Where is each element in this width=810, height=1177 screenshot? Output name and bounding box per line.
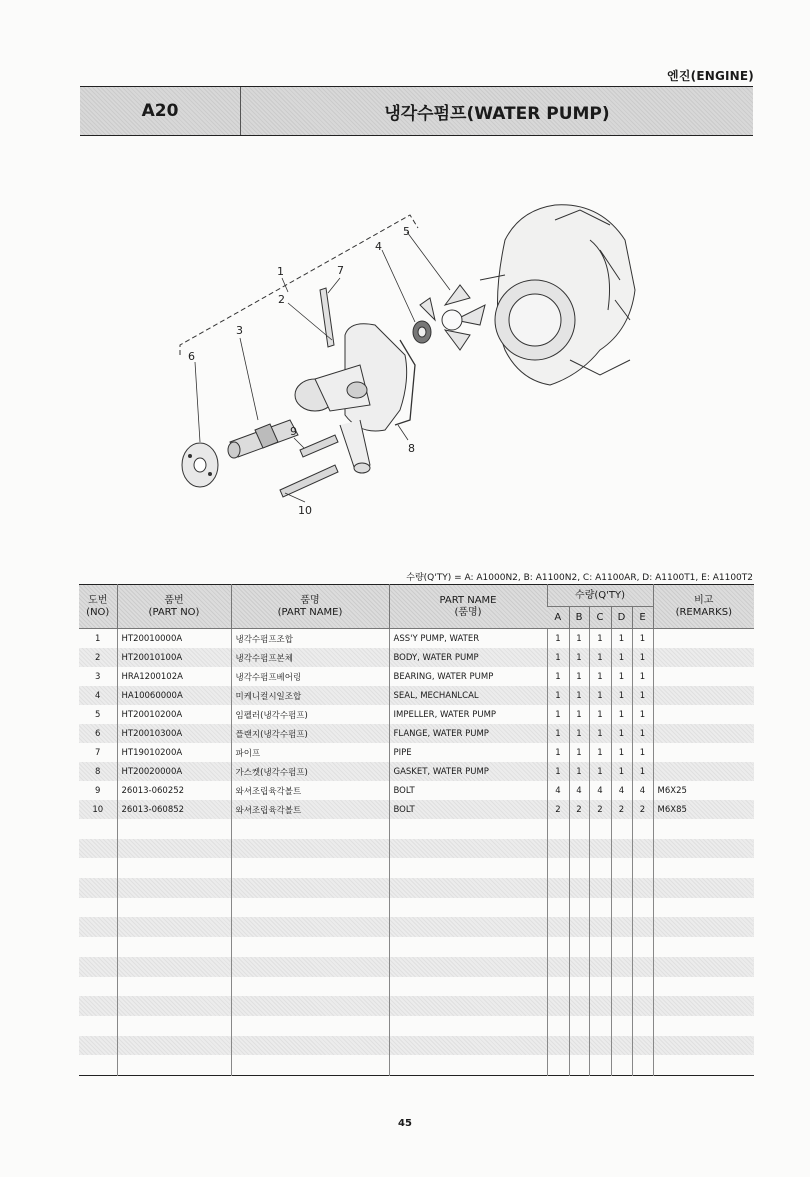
table-row — [79, 781, 754, 800]
empty-row — [79, 1055, 754, 1075]
cell-qty-d: 1 — [611, 648, 632, 667]
cell-name-ko: 냉각수펌프조합 — [231, 629, 389, 649]
cell-qty-c: 2 — [589, 800, 611, 819]
cell-qty-b: 1 — [569, 705, 589, 724]
cell-qty-a: 1 — [547, 705, 569, 724]
cell-name-ko: 파이프 — [231, 743, 389, 762]
table-row — [79, 705, 754, 724]
cell-no: 2 — [79, 648, 117, 667]
header-part-name-en-text: PART NAME (품명) — [439, 594, 497, 618]
callout-4: 4 — [375, 240, 382, 253]
cell-name-en: SEAL, MECHANLCAL — [389, 686, 547, 705]
cell-name-en: FLANGE, WATER PUMP — [389, 724, 547, 743]
cell-no: 6 — [79, 724, 117, 743]
cell-remarks — [653, 667, 754, 686]
cell-qty-b: 1 — [569, 743, 589, 762]
callout-1: 1 — [277, 265, 284, 278]
cell-qty-d: 2 — [611, 800, 632, 819]
empty-row — [79, 957, 754, 977]
cell-qty-a: 4 — [547, 781, 569, 800]
cell-part-no: HT20010200A — [117, 705, 231, 724]
cell-qty-d: 1 — [611, 705, 632, 724]
cell-qty-a: 1 — [547, 743, 569, 762]
empty-row — [79, 1036, 754, 1056]
empty-row — [79, 898, 754, 918]
pipe — [320, 288, 334, 347]
cell-qty-d: 1 — [611, 667, 632, 686]
cell-qty-e: 2 — [632, 800, 653, 819]
header-part-name-ko — [231, 585, 389, 629]
section-code: A20 — [80, 87, 241, 135]
cell-qty-b: 1 — [569, 724, 589, 743]
title-bar — [80, 86, 753, 136]
cell-qty-d: 1 — [611, 686, 632, 705]
callout-9: 9 — [290, 425, 297, 438]
table-row — [79, 724, 754, 743]
cell-qty-e: 1 — [632, 648, 653, 667]
header-part-no — [117, 585, 231, 629]
cell-name-ko: 와셔조립육각볼트 — [231, 800, 389, 819]
cell-qty-a: 1 — [547, 724, 569, 743]
cell-qty-c: 1 — [589, 762, 611, 781]
cell-qty-a: 1 — [547, 629, 569, 649]
empty-row — [79, 878, 754, 898]
cell-remarks — [653, 686, 754, 705]
cell-name-ko: 플랜지(냉각수펌프) — [231, 724, 389, 743]
cell-name-ko: 임펠러(냉각수펌프) — [231, 705, 389, 724]
empty-row — [79, 996, 754, 1016]
cell-name-en: BOLT — [389, 781, 547, 800]
header-qty: 수량(Q'TY) — [547, 585, 653, 607]
cell-qty-a: 2 — [547, 800, 569, 819]
exploded-parts-diagram — [160, 180, 680, 540]
empty-row — [79, 917, 754, 937]
flange — [182, 443, 218, 487]
header-qty-c: C — [589, 607, 611, 629]
header-no — [79, 585, 117, 629]
cell-qty-e: 1 — [632, 743, 653, 762]
header-qty-e: E — [632, 607, 653, 629]
cell-no: 10 — [79, 800, 117, 819]
cell-no: 5 — [95, 709, 101, 720]
cell-part-no: 26013-060252 — [117, 781, 231, 800]
cell-no: 7 — [95, 747, 101, 758]
header-qty-b: B — [569, 607, 589, 629]
cell-qty-a: 1 — [547, 762, 569, 781]
bearing-shaft — [228, 420, 298, 458]
cell-remarks — [653, 724, 754, 743]
callout-3: 3 — [236, 324, 243, 337]
qty-legend: 수량(Q'TY) = A: A1000N2, B: A1100N2, C: A1100AR, D: A1100T1, E: A1100T2 — [406, 573, 753, 583]
cell-qty-e: 4 — [632, 781, 653, 800]
cell-name-en: PIPE — [389, 743, 547, 762]
cell-qty-b: 1 — [569, 667, 589, 686]
cell-remarks — [653, 762, 754, 781]
cell-qty-e: 1 — [632, 762, 653, 781]
callout-2: 2 — [278, 293, 285, 306]
cell-qty-c: 1 — [589, 686, 611, 705]
cell-name-ko: 가스켓(냉각수펌프) — [231, 762, 389, 781]
cell-qty-c: 1 — [589, 724, 611, 743]
cell-qty-e: 1 — [632, 667, 653, 686]
cell-name-en: IMPELLER, WATER PUMP — [389, 705, 547, 724]
callout-6: 6 — [188, 350, 195, 363]
mechanical-seal — [413, 321, 431, 343]
cell-part-no: HT20020000A — [117, 762, 231, 781]
cell-name-ko: 미케니컬시일조합 — [231, 686, 389, 705]
cell-no: 4 — [79, 686, 117, 705]
page-number: 45 — [398, 1118, 412, 1129]
cell-no: 3 — [95, 671, 101, 682]
cell-remarks: M6X25 — [653, 781, 754, 800]
cell-name-en: BOLT — [389, 800, 547, 819]
cell-qty-c: 1 — [589, 629, 611, 649]
cell-part-no: HT20010000A — [117, 629, 231, 649]
table-row — [79, 800, 754, 819]
cell-name-ko: 냉각수펌프본체 — [231, 648, 389, 667]
callout-10: 10 — [298, 504, 312, 517]
cell-name-ko: 냉각수펌프베어링 — [231, 667, 389, 686]
empty-row — [79, 858, 754, 878]
table-row — [79, 743, 754, 762]
cell-name-en: BEARING, WATER PUMP — [389, 667, 547, 686]
bolt-short — [300, 435, 338, 457]
empty-row — [79, 977, 754, 997]
cell-part-no: HT20010300A — [117, 724, 231, 743]
callout-7: 7 — [337, 264, 344, 277]
header-part-no-text: 품번 (PART NO) — [148, 594, 200, 618]
cell-qty-e: 1 — [632, 705, 653, 724]
cell-no: 1 — [95, 633, 101, 644]
cell-qty-b: 1 — [569, 648, 589, 667]
cell-qty-b: 4 — [569, 781, 589, 800]
cell-remarks — [653, 705, 754, 724]
cell-part-no: HA10060000A — [117, 686, 231, 705]
cell-remarks: M6X85 — [653, 800, 754, 819]
empty-row — [79, 819, 754, 839]
cell-remarks — [653, 743, 754, 762]
table-row — [79, 667, 754, 686]
cell-qty-d: 1 — [611, 762, 632, 781]
cell-qty-d: 1 — [611, 629, 632, 649]
cell-qty-b: 1 — [569, 629, 589, 649]
cell-part-no: 26013-060852 — [117, 800, 231, 819]
header-qty-a: A — [547, 607, 569, 629]
cell-qty-c: 1 — [589, 705, 611, 724]
cell-part-no: HT20010100A — [117, 648, 231, 667]
header-remarks-text: 비고 (REMARKS) — [675, 594, 732, 618]
parts-table — [79, 584, 754, 1076]
cell-qty-c: 1 — [589, 648, 611, 667]
cell-name-en: BODY, WATER PUMP — [389, 648, 547, 667]
cell-no: 8 — [79, 762, 117, 781]
cell-name-ko: 와셔조립육각볼트 — [231, 781, 389, 800]
cell-part-no: HT19010200A — [117, 743, 231, 762]
cell-qty-a: 1 — [547, 667, 569, 686]
cell-remarks — [653, 629, 754, 649]
empty-row — [79, 1016, 754, 1036]
cell-qty-e: 1 — [632, 724, 653, 743]
cell-qty-a: 1 — [547, 686, 569, 705]
empty-row — [79, 839, 754, 859]
header-remarks — [653, 585, 754, 629]
empty-row — [79, 937, 754, 957]
cell-qty-d: 4 — [611, 781, 632, 800]
table-row — [79, 686, 754, 705]
header-qty-d: D — [611, 607, 632, 629]
cell-qty-a: 1 — [547, 648, 569, 667]
cell-qty-d: 1 — [611, 724, 632, 743]
header-no-text: 도번 (NO) — [86, 594, 110, 618]
callout-5: 5 — [403, 225, 410, 238]
cell-qty-b: 1 — [569, 686, 589, 705]
section-label: 엔진(ENGINE) — [667, 69, 754, 83]
cell-qty-c: 1 — [589, 667, 611, 686]
callout-8: 8 — [408, 442, 415, 455]
cell-name-en: GASKET, WATER PUMP — [389, 762, 547, 781]
cell-no: 9 — [95, 785, 101, 796]
cell-qty-b: 2 — [569, 800, 589, 819]
table-row — [79, 629, 754, 649]
cell-name-en: ASS'Y PUMP, WATER — [389, 629, 547, 649]
page-title: 냉각수펌프(WATER PUMP) — [384, 103, 610, 124]
cell-qty-e: 1 — [632, 629, 653, 649]
cell-part-no: HRA1200102A — [117, 667, 231, 686]
cell-qty-c: 4 — [589, 781, 611, 800]
table-row — [79, 648, 754, 667]
header-part-name-en — [389, 585, 547, 629]
cell-qty-b: 1 — [569, 762, 589, 781]
cell-qty-c: 1 — [589, 743, 611, 762]
bolt-long — [280, 465, 338, 497]
cell-qty-d: 1 — [611, 743, 632, 762]
table-row — [79, 762, 754, 781]
impeller — [420, 285, 485, 350]
cell-qty-e: 1 — [632, 686, 653, 705]
cell-remarks — [653, 648, 754, 667]
header-part-name-ko-text: 품명 (PART NAME) — [277, 594, 343, 618]
